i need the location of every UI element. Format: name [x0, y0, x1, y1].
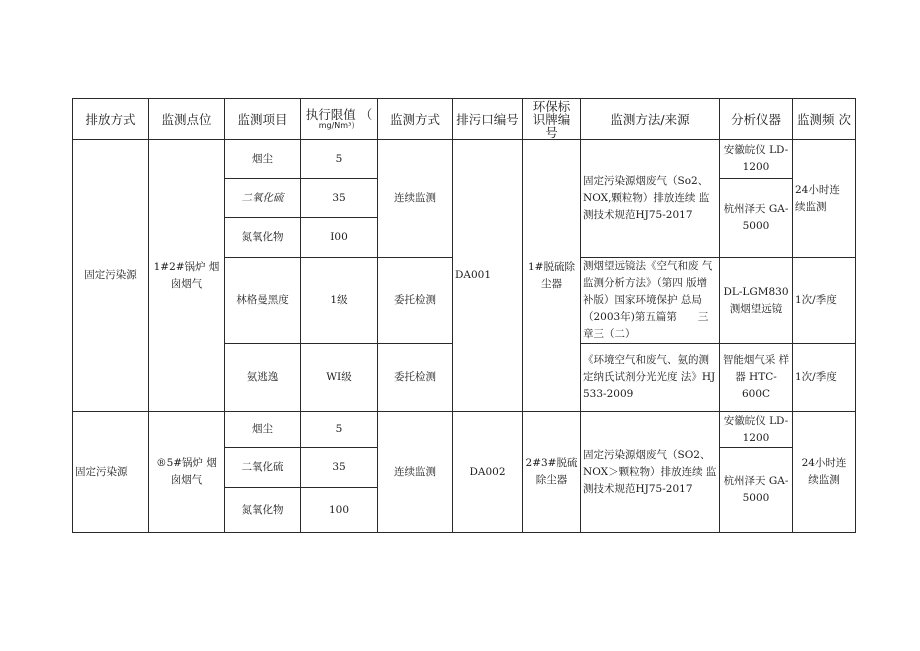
g1-env-sign-no: 1#脱硫除 尘器 [523, 140, 581, 412]
g2-instrument-2: 杭州泽天 GA-5000 [720, 448, 793, 533]
header-limit [301, 99, 378, 140]
g1-item-dust: 烟尘 [225, 140, 301, 179]
g1-instrument-ringelmann: DL-LGM830 测烟望远镜 [720, 258, 793, 344]
g1-frequency-ammonia: 1次/季度 [793, 344, 856, 412]
g1-monitor-point: 1#2#锅炉 烟囱烟气 [149, 140, 225, 412]
g2-method-continuous: 固定污染源烟废气（SO2、NOX＞颗粒物）排放连续 监测技术规范HJ75-2017 [581, 412, 720, 533]
g2-frequency-continuous: 24小时连 续监测 [793, 412, 856, 533]
header-limit-unit: mg/Nm³） [318, 120, 360, 130]
g1-limit-dust: 5 [301, 140, 378, 179]
g1-frequency-continuous: 24小时连 续监测 [793, 140, 856, 258]
g2-outlet-no: DA002 [453, 412, 523, 533]
g1-outlet-no: DA001 [453, 140, 523, 412]
g2-item-dust: 烟尘 [225, 412, 301, 448]
g2-limit-dust: 5 [301, 412, 378, 448]
table-row [73, 412, 856, 448]
g2-item-so2: 二氧化硫 [225, 448, 301, 488]
g1-item-ammonia: 氨逃逸 [225, 344, 301, 412]
monitoring-table [72, 98, 856, 533]
g1-discharge-mode: 固定污染源 [73, 140, 149, 412]
header-monitor-mode: 监测方式 [378, 99, 453, 140]
g2-discharge-mode: 固定污染源 [73, 412, 149, 533]
g1-item-nox: 氮氧化物 [225, 218, 301, 258]
header-row [73, 99, 856, 140]
g2-instrument-1: 安徽皖仪 LD-1200 [720, 412, 793, 448]
g1-entrust-mode-2: 委托检测 [378, 344, 453, 412]
header-env-sign-no: 环保标 识牌编 号 [523, 99, 581, 140]
g1-item-so2: 二氧化硫 [225, 179, 301, 218]
g1-instrument-ammonia: 智能烟气采 样器 HTC-600C [720, 344, 793, 412]
g2-limit-nox: 100 [301, 488, 378, 533]
header-instrument: 分析仪器 [720, 99, 793, 140]
header-discharge-mode: 排放方式 [73, 99, 149, 140]
g1-limit-so2: 35 [301, 179, 378, 218]
table-row [73, 140, 856, 179]
header-method-source: 监测方法/来源 [581, 99, 720, 140]
g2-limit-so2: 35 [301, 448, 378, 488]
g1-frequency-ringelmann: 1次/季度 [793, 258, 856, 344]
g1-instrument-2: 杭州泽天 GA-5000 [720, 179, 793, 258]
g1-limit-nox: I00 [301, 218, 378, 258]
g2-item-nox: 氮氧化物 [225, 488, 301, 533]
g1-instrument-1: 安徽皖仪 LD-1200 [720, 140, 793, 179]
header-outlet-no: 排污口编号 [453, 99, 523, 140]
g1-limit-ammonia: WI级 [301, 344, 378, 412]
g2-env-sign-no: 2#3#脱硫除尘器 [523, 412, 581, 533]
g2-monitor-point: ®5#锅炉 烟囱烟气 [149, 412, 225, 533]
g2-continuous-mode: 连续监测 [378, 412, 453, 533]
header-limit-label: 执行限值 （ [305, 106, 373, 122]
g1-method-ammonia: 《环境空气和废气、氨的测定纳氏试剂分光光度 法》HJ 533-2009 [581, 344, 720, 412]
g1-continuous-mode: 连续监测 [378, 140, 453, 258]
header-monitor-point: 监测点位 [149, 99, 225, 140]
header-frequency: 监测频 次 [793, 99, 856, 140]
g1-method-continuous: 固定污染源烟废气（So2、NOX,颗粒物）排放连续 监测技术规范HJ75-2017 [581, 140, 720, 258]
g1-limit-ringelmann: 1级 [301, 258, 378, 344]
g1-method-ringelmann: 测烟望远镜法《空气和废 气监测分析方法》（第四 版增补版）国家环境保护 总局（2003年)第五篇第 三章三（二） [581, 258, 720, 344]
g1-entrust-mode-1: 委托检测 [378, 258, 453, 344]
header-monitor-item: 监测项目 [225, 99, 301, 140]
g1-item-ringelmann: 林格曼黑度 [225, 258, 301, 344]
